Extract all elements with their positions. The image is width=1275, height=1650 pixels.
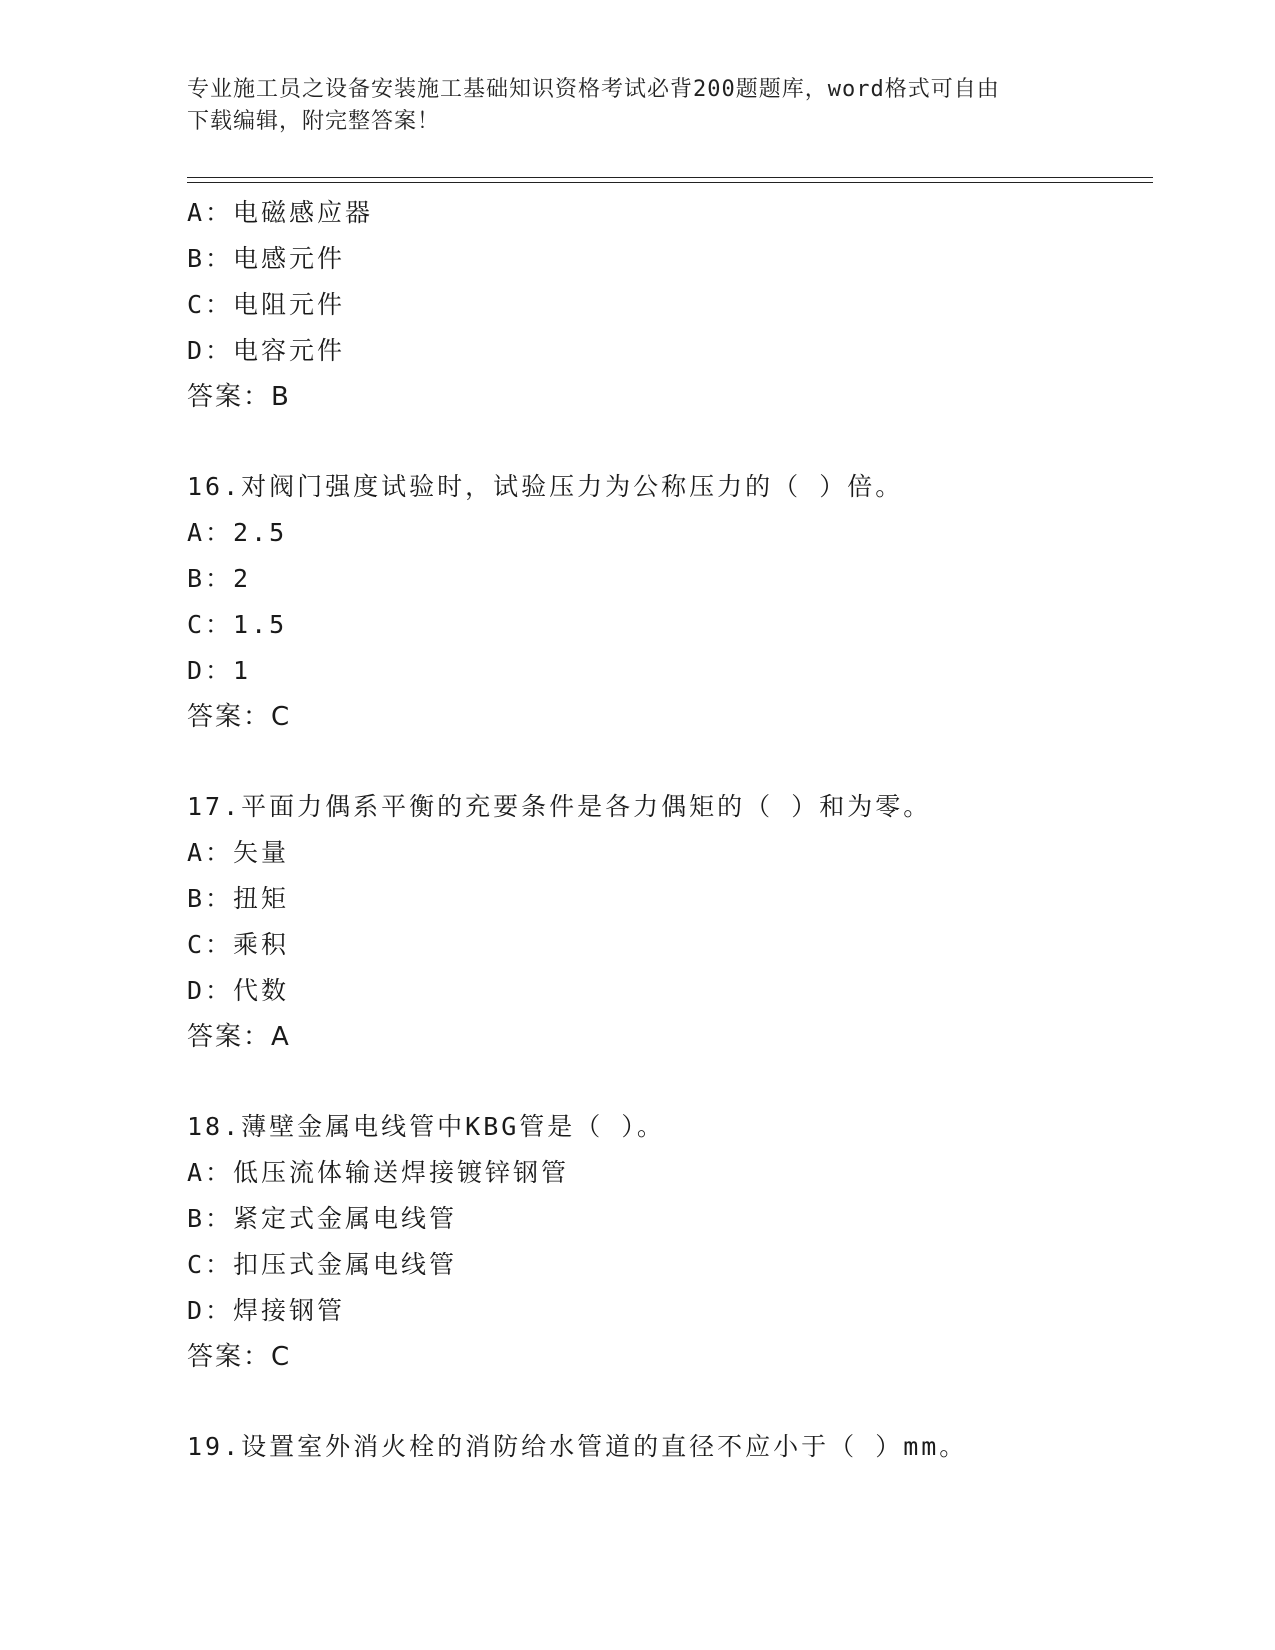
option-c: C：电阻元件 [187, 290, 346, 319]
question-block-16 [187, 464, 1153, 740]
question-block-17 [187, 784, 1153, 1060]
option-d: D：代数 [187, 976, 290, 1005]
header-divider-top [187, 177, 1153, 178]
question-text: 18.薄壁金属电线管中KBG管是（ ）。 [187, 1112, 665, 1141]
question-list [187, 190, 1153, 1470]
question-text: 17.平面力偶系平衡的充要条件是各力偶矩的（ ）和为零。 [187, 792, 932, 821]
answer-line: 答案：C [187, 1342, 292, 1372]
option-a: A：矢量 [187, 838, 290, 867]
option-c: C：1.5 [187, 610, 288, 639]
option-c: C：扣压式金属电线管 [187, 1250, 458, 1279]
option-b: B：电感元件 [187, 244, 346, 273]
header-divider-bottom [187, 182, 1153, 183]
header-line-1: 专业施工员之设备安装施工基础知识资格考试必背200题题库，word格式可自由 [187, 77, 1000, 102]
option-b: B：紧定式金属电线管 [187, 1204, 458, 1233]
answer-line: 答案：A [187, 1022, 291, 1052]
question-text: 19.设置室外消火栓的消防给水管道的直径不应小于（ ）mm。 [187, 1432, 968, 1461]
option-b: B：扭矩 [187, 884, 290, 913]
option-d: D：电容元件 [187, 336, 346, 365]
option-b: B：2 [187, 564, 252, 593]
document-header [187, 74, 1087, 138]
spacer [187, 1060, 1153, 1104]
option-a: A：低压流体输送焊接镀锌钢管 [187, 1158, 570, 1187]
option-a: A：电磁感应器 [187, 198, 374, 227]
answer-line: 答案：C [187, 702, 292, 732]
option-d: D：焊接钢管 [187, 1296, 346, 1325]
question-text: 16.对阀门强度试验时，试验压力为公称压力的（ ）倍。 [187, 472, 904, 501]
question-block-18 [187, 1104, 1153, 1380]
spacer [187, 740, 1153, 784]
option-a: A：2.5 [187, 518, 288, 547]
answer-line: 答案：B [187, 382, 291, 412]
question-block-19 [187, 1424, 1153, 1470]
question-block-15 [187, 190, 1153, 420]
header-line-2: 下载编辑，附完整答案！ [187, 109, 441, 134]
option-c: C：乘积 [187, 930, 290, 959]
option-d: D：1 [187, 656, 252, 685]
spacer [187, 420, 1153, 464]
spacer [187, 1380, 1153, 1424]
